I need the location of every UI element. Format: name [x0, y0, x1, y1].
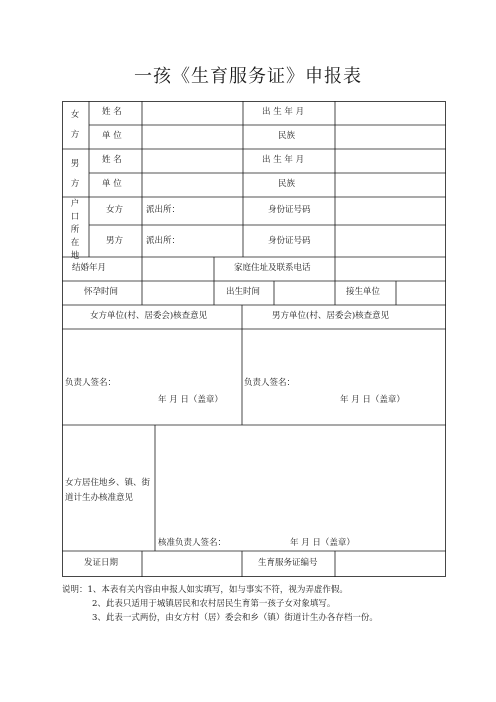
cert-number-label: 生育服务证编号 — [258, 558, 318, 568]
household-female-label: 女方 — [106, 205, 124, 215]
household-male-police: 派出所： — [146, 236, 181, 246]
household-female-police: 派出所： — [146, 205, 181, 215]
note-line-2: 2、此表只适用于城镇居民和农村居民生育第一孩子女对象填写。 — [92, 599, 336, 609]
female-ethnicity-label: 民族 — [278, 131, 296, 141]
female-review-date: 年 月 日（盖章） — [158, 395, 223, 405]
male-name-label: 姓 名 — [102, 155, 122, 165]
application-form-table — [62, 101, 446, 577]
approval-label: 女方居住地乡、镇、街道计生办核准意见 — [65, 478, 151, 503]
household-male-id-label: 身份证号码 — [268, 236, 311, 246]
household-female-id-label: 身份证号码 — [268, 205, 311, 215]
issue-date-label: 发证日期 — [84, 558, 119, 568]
male-ethnicity-label: 民族 — [278, 179, 296, 189]
male-review-header: 男方单位(村、居委会)核查意见 — [272, 311, 390, 321]
marriage-address-label: 家庭住址及联系电话 — [234, 263, 311, 273]
approval-signer: 核准负责人签名： — [158, 538, 227, 548]
note-line-3: 3、此表一式两份，由女方村（居）委会和乡（镇）街道计生办各存档一份。 — [92, 613, 378, 623]
female-birth-label: 出 生 年 月 — [262, 107, 305, 117]
male-unit-label: 单 位 — [102, 179, 122, 189]
male-review-date: 年 月 日（盖章） — [340, 395, 405, 405]
female-unit-label: 单 位 — [102, 131, 122, 141]
female-review-header: 女方单位(村、居委会)核查意见 — [90, 311, 208, 321]
female-group-label: 女方 — [70, 110, 80, 140]
female-review-signer: 负责人签名： — [65, 378, 117, 388]
page-title: 一孩《生育服务证》申报表 — [134, 66, 362, 87]
female-name-label: 姓 名 — [102, 107, 122, 117]
male-birth-label: 出 生 年 月 — [262, 155, 305, 165]
male-group-label: 男方 — [70, 159, 80, 189]
household-male-label: 男方 — [106, 236, 124, 246]
marriage-date-label: 结婚年月 — [72, 263, 107, 273]
household-group-label: 户口所在地 — [70, 199, 80, 261]
birth-time-label: 出生时间 — [226, 287, 261, 297]
delivery-unit-label: 接生单位 — [346, 287, 381, 297]
pregnancy-time-label: 怀孕时间 — [84, 287, 119, 297]
male-review-signer: 负责人签名： — [244, 378, 296, 388]
note-line-1: 说明：1、本表有关内容由申报人如实填写，如与事实不符，视为弄虚作假。 — [62, 585, 348, 595]
approval-date: 年 月 日（盖章） — [290, 538, 355, 548]
notes — [62, 583, 378, 625]
